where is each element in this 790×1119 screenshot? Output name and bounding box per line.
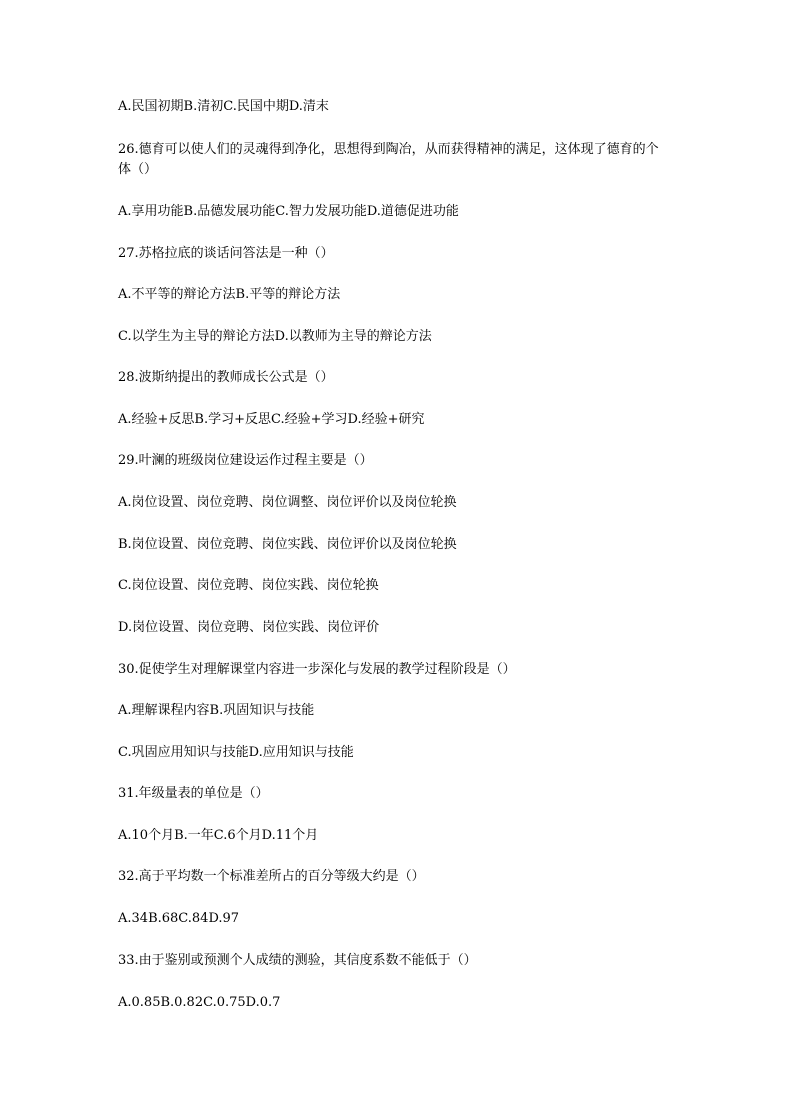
answer-options-q32: A.34B.68C.84D.97 (118, 911, 240, 926)
answer-options-q27-cd: C.以学生为主导的辩论方法D.以教师为主导的辩论方法 (118, 329, 432, 344)
answer-option-q29-a: A.岗位设置、岗位竞聘、岗位调整、岗位评价以及岗位轮换 (118, 495, 457, 510)
answer-option-q29-b: B.岗位设置、岗位竞聘、岗位实践、岗位评价以及岗位轮换 (118, 537, 457, 552)
answer-option-q29-d: D.岗位设置、岗位竞聘、岗位实践、岗位评价 (118, 620, 380, 635)
answer-options-q28: A.经验+反思B.学习+反思C.经验+学习D.经验+研究 (118, 412, 425, 427)
question-27: 27.苏格拉底的谈话问答法是一种（） (118, 246, 334, 261)
question-33: 33.由于鉴别或预测个人成绩的测验，其信度系数不能低于（） (118, 953, 477, 968)
question-28: 28.波斯纳提出的教师成长公式是（） (118, 370, 334, 385)
answer-options-q31: A.10个月B.一年C.6个月D.11个月 (118, 828, 319, 843)
question-30: 30.促使学生对理解课堂内容进一步深化与发展的教学过程阶段是（） (118, 662, 516, 677)
answer-options-q30-cd: C.巩固应用知识与技能D.应用知识与技能 (118, 745, 354, 760)
answer-options-q33: A.0.85B.0.82C.0.75D.0.7 (118, 995, 281, 1010)
question-31: 31.年级量表的单位是（） (118, 786, 269, 801)
question-29: 29.叶澜的班级岗位建设运作过程主要是（） (118, 453, 373, 468)
question-26: 26.德育可以使人们的灵魂得到净化，思想得到陶冶，从而获得精神的满足，这体现了德育的个体（） (118, 142, 659, 177)
answer-options-q30-ab: A.理解课程内容B.巩固知识与技能 (118, 703, 315, 718)
answer-options-q27-ab: A.不平等的辩论方法B.平等的辩论方法 (118, 287, 341, 302)
answer-option-q29-c: C.岗位设置、岗位竞聘、岗位实践、岗位轮换 (118, 578, 379, 593)
question-32: 32.高于平均数一个标准差所占的百分等级大约是（） (118, 869, 425, 884)
answer-options-q25: A.民国初期B.清初C.民国中期D.清末 (118, 99, 329, 114)
answer-options-q26: A.享用功能B.品德发展功能C.智力发展功能D.道德促进功能 (118, 204, 459, 219)
